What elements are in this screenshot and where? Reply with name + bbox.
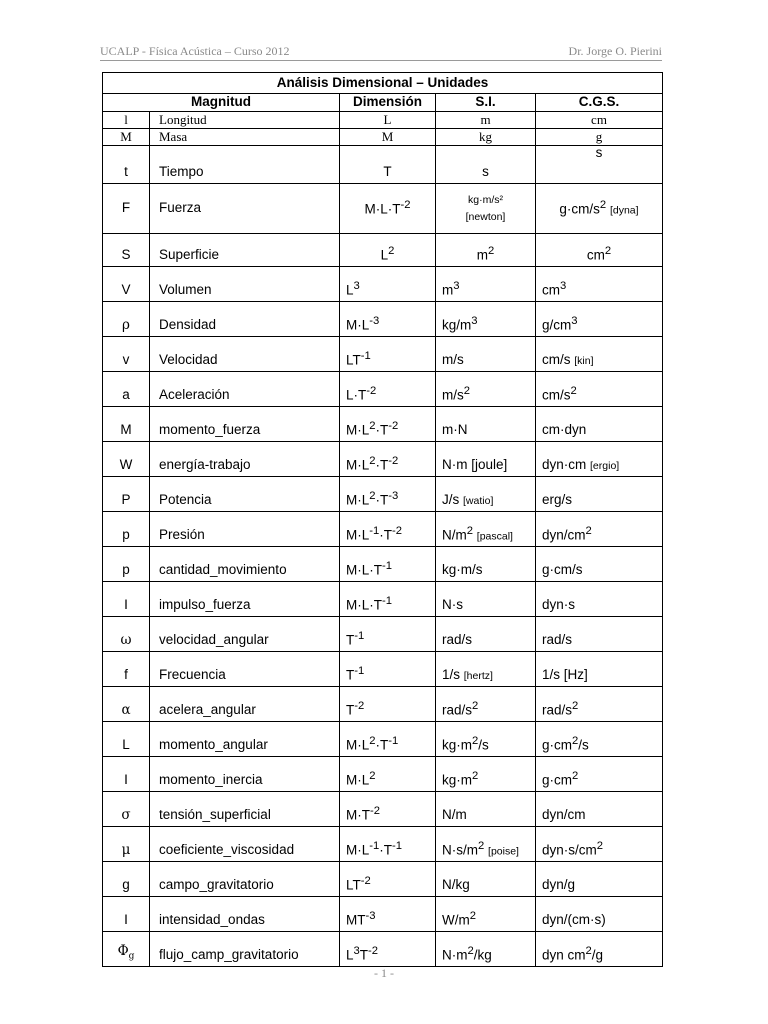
table-row <box>103 302 663 337</box>
row-si: $N\cdot s/m^2$ [poise] <box>436 827 536 862</box>
row-cgs: rad/s <box>536 617 663 652</box>
row-cgs: cm·dyn <box>536 407 663 442</box>
row-symbol: M <box>103 407 150 442</box>
header-magnitud: Magnitud <box>103 94 340 112</box>
table-row <box>103 897 663 932</box>
row-name: campo_gravitatorio <box>150 862 340 897</box>
row-dimension: $T^{-2}$ <box>340 687 436 722</box>
units-table <box>102 72 663 967</box>
row-name: Densidad <box>150 302 340 337</box>
row-symbol: L <box>103 722 150 757</box>
table-row <box>103 547 663 582</box>
row-name: Presión <box>150 512 340 547</box>
row-name: momento_inercia <box>150 757 340 792</box>
row-symbol: P <box>103 477 150 512</box>
row-symbol: I <box>103 897 150 932</box>
row-si: J/s [watio] <box>436 477 536 512</box>
row-si: $W/m^2$ <box>436 897 536 932</box>
row-symbol: g <box>103 862 150 897</box>
row-cgs: $cm/s^2$ <box>536 372 663 407</box>
table-row <box>103 512 663 547</box>
table-row <box>103 827 663 862</box>
row-dimension: $T^{-1}$ <box>340 617 436 652</box>
row-name: Velocidad <box>150 337 340 372</box>
row-cgs: 1/s [Hz] <box>536 652 663 687</box>
row-dimension: $L^2$ <box>340 234 436 267</box>
table-row <box>103 407 663 442</box>
row-symbol: S <box>103 234 150 267</box>
row-symbol: V <box>103 267 150 302</box>
table-row <box>103 267 663 302</box>
row-dimension: $MT^{-3}$ <box>340 897 436 932</box>
row-name: coeficiente_viscosidad <box>150 827 340 862</box>
row-name: flujo_camp_gravitatorio <box>150 932 340 967</box>
row-name: tensión_superficial <box>150 792 340 827</box>
row-name: Superficie <box>150 234 340 267</box>
row-si: N/kg <box>436 862 536 897</box>
row-cgs: s <box>536 146 663 184</box>
row-name: momento_angular <box>150 722 340 757</box>
table-row <box>103 234 663 267</box>
table-row <box>103 757 663 792</box>
row-dimension: $M\cdot L^{-1}\cdot T^{-2}$ <box>340 512 436 547</box>
row-dimension: $L^3$ <box>340 267 436 302</box>
table-row <box>103 722 663 757</box>
row-name: acelera_angular <box>150 687 340 722</box>
row-name: momento_fuerza <box>150 407 340 442</box>
row-name: intensidad_ondas <box>150 897 340 932</box>
row-dimension: T <box>340 146 436 184</box>
table-row <box>103 442 663 477</box>
row-si: N·m [joule] <box>436 442 536 477</box>
row-name: Fuerza <box>150 184 340 234</box>
row-dimension: $M\cdot L^{-1}\cdot T^{-1}$ <box>340 827 436 862</box>
header-course: UCALP - Física Acústica – Curso 2012 <box>100 44 290 58</box>
row-cgs: $cm^3$ <box>536 267 663 302</box>
row-cgs: rad/$s^2$ <box>536 687 663 722</box>
row-cgs: $g\cdot cm^2/s$ <box>536 722 663 757</box>
header-author: Dr. Jorge O. Pierini <box>568 44 662 58</box>
row-si: N·s <box>436 582 536 617</box>
row-symbol: F <box>103 184 150 234</box>
row-si: kg·m/s² [newton] <box>436 184 536 234</box>
table-row <box>103 617 663 652</box>
row-dimension: $M\cdot L^2\cdot T^{-2}$ <box>340 442 436 477</box>
table-title-row <box>103 73 663 94</box>
row-si: $kg/m^3$ <box>436 302 536 337</box>
row-si: rad/s <box>436 617 536 652</box>
row-dimension: $L\cdot T^{-2}$ <box>340 372 436 407</box>
row-symbol: α <box>103 687 150 722</box>
row-si: s <box>436 146 536 184</box>
row-symbol: M <box>103 129 150 146</box>
row-symbol: a <box>103 372 150 407</box>
row-name: Tiempo <box>150 146 340 184</box>
row-symbol: p <box>103 512 150 547</box>
table-row <box>103 184 663 234</box>
row-si: m/s <box>436 337 536 372</box>
table-row <box>103 932 663 967</box>
row-cgs: $g\cdot cm^2$ <box>536 757 663 792</box>
row-dimension: $M\cdot T^{-2}$ <box>340 792 436 827</box>
row-name: Longitud <box>150 112 340 129</box>
table-row <box>103 687 663 722</box>
table-row <box>103 477 663 512</box>
page-header <box>100 44 662 61</box>
table-row <box>103 129 663 146</box>
row-dimension: $T^{-1}$ <box>340 652 436 687</box>
row-symbol: l <box>103 112 150 129</box>
row-name: Volumen <box>150 267 340 302</box>
table-row <box>103 582 663 617</box>
page-number: - 1 - <box>374 966 394 980</box>
row-symbol: σ <box>103 792 150 827</box>
table-row <box>103 146 663 184</box>
row-cgs: cm <box>536 112 663 129</box>
table-header-row <box>103 94 663 112</box>
row-symbol: v <box>103 337 150 372</box>
table-title: Análisis Dimensional – Unidades <box>103 73 663 94</box>
row-name: Frecuencia <box>150 652 340 687</box>
row-cgs: dyn/g <box>536 862 663 897</box>
row-si: kg·m/s <box>436 547 536 582</box>
row-si: $m^2$ <box>436 234 536 267</box>
row-cgs: dyn/$cm^2$ <box>536 512 663 547</box>
row-dimension: $M\cdot L^2$ <box>340 757 436 792</box>
row-name: Aceleración <box>150 372 340 407</box>
table-row <box>103 112 663 129</box>
row-dimension: $LT^{-2}$ <box>340 862 436 897</box>
row-dimension: $M\cdot L\cdot T^{-1}$ <box>340 547 436 582</box>
row-symbol: p <box>103 547 150 582</box>
row-cgs: $g/cm^3$ <box>536 302 663 337</box>
row-dimension: L <box>340 112 436 129</box>
row-symbol: t <box>103 146 150 184</box>
row-dimension: $LT^{-1}$ <box>340 337 436 372</box>
row-cgs: g·cm/s <box>536 547 663 582</box>
row-si: N/m <box>436 792 536 827</box>
header-si: S.I. <box>436 94 536 112</box>
row-symbol: I <box>103 757 150 792</box>
row-dimension: $M\cdot L^2\cdot T^{-2}$ <box>340 407 436 442</box>
row-name: cantidad_movimiento <box>150 547 340 582</box>
row-symbol: ρ <box>103 302 150 337</box>
row-name: impulso_fuerza <box>150 582 340 617</box>
row-si: rad/$s^2$ <box>436 687 536 722</box>
table-row <box>103 792 663 827</box>
row-si: $m/s^2$ <box>436 372 536 407</box>
row-dimension: $L^3T^{-2}$ <box>340 932 436 967</box>
row-dimension: M <box>340 129 436 146</box>
row-cgs: g <box>536 129 663 146</box>
row-symbol: f <box>103 652 150 687</box>
row-dimension: $M\cdot L\cdot T^{-2}$ <box>340 184 436 234</box>
header-cgs: C.G.S. <box>536 94 663 112</box>
row-si: $N/m^2$ [pascal] <box>436 512 536 547</box>
row-si: m <box>436 112 536 129</box>
row-si: $kg\cdot m^2$ <box>436 757 536 792</box>
row-si: $N\cdot m^2/kg$ <box>436 932 536 967</box>
row-name: Masa <box>150 129 340 146</box>
row-si: 1/s [hertz] <box>436 652 536 687</box>
header-dimension: Dimensión <box>340 94 436 112</box>
row-dimension: $M\cdot L^{-3}$ <box>340 302 436 337</box>
row-si: kg <box>436 129 536 146</box>
row-cgs: $g\cdot cm/s^2$ [dyna] <box>536 184 663 234</box>
table-row <box>103 862 663 897</box>
row-cgs: erg/s <box>536 477 663 512</box>
row-symbol: $\Phi_g$ <box>103 932 150 967</box>
row-dimension: $M\cdot L^2\cdot T^{-1}$ <box>340 722 436 757</box>
row-name: Potencia <box>150 477 340 512</box>
row-cgs: dyn/(cm·s) <box>536 897 663 932</box>
row-cgs: dyn·cm [ergio] <box>536 442 663 477</box>
row-cgs: dyn $cm^2/g$ <box>536 932 663 967</box>
row-name: energía-trabajo <box>150 442 340 477</box>
table-row <box>103 337 663 372</box>
row-si: $kg\cdot m^2/s$ <box>436 722 536 757</box>
table-row <box>103 372 663 407</box>
row-cgs: dyn/cm <box>536 792 663 827</box>
row-si: $m^3$ <box>436 267 536 302</box>
row-cgs: dyn·s <box>536 582 663 617</box>
row-name: velocidad_angular <box>150 617 340 652</box>
row-cgs: $cm^2$ <box>536 234 663 267</box>
row-cgs: cm/s [kin] <box>536 337 663 372</box>
row-si: m·N <box>436 407 536 442</box>
row-symbol: W <box>103 442 150 477</box>
row-symbol: I <box>103 582 150 617</box>
row-dimension: $M\cdot L^2\cdot T^{-3}$ <box>340 477 436 512</box>
row-symbol: μ <box>103 827 150 862</box>
row-cgs: $dyn\cdot s/cm^2$ <box>536 827 663 862</box>
table-row <box>103 652 663 687</box>
row-dimension: $M\cdot L\cdot T^{-1}$ <box>340 582 436 617</box>
row-symbol: ω <box>103 617 150 652</box>
